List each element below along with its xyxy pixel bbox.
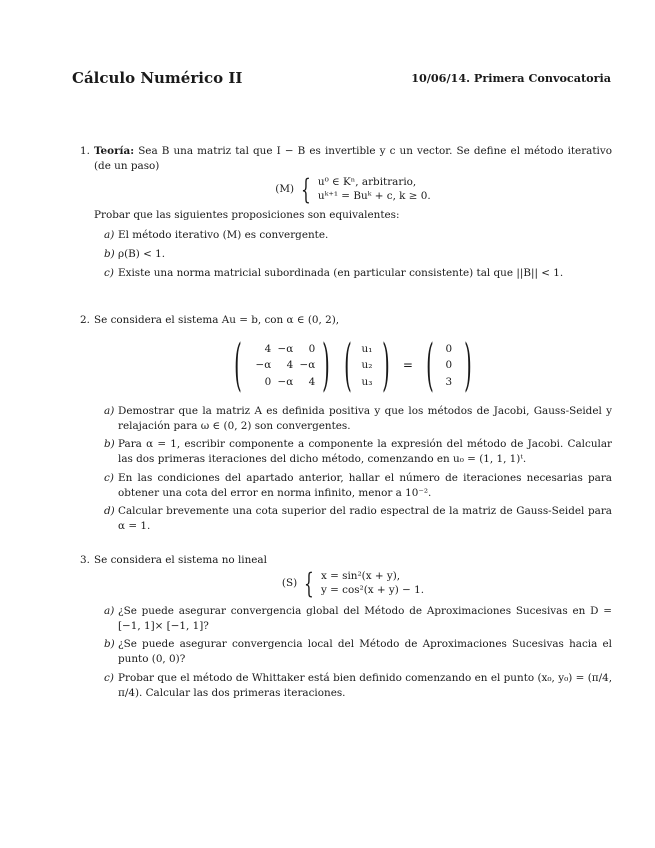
intro-text: Se considera el sistema no lineal bbox=[94, 554, 267, 566]
left-brace: { bbox=[304, 566, 314, 600]
matrix-cell: 4 bbox=[308, 376, 316, 389]
problem-3 bbox=[80, 553, 612, 704]
left-brace: { bbox=[301, 172, 311, 206]
list-item: c) Existe una norma matricial subordinada (en particular consistente) tal que ||B|| < 1. bbox=[104, 266, 564, 279]
right-paren: ) bbox=[382, 332, 390, 398]
items-list bbox=[104, 604, 612, 701]
matrix-cell: 0 bbox=[264, 376, 272, 389]
system-line-2: y = cos²(x + y) − 1. bbox=[320, 583, 425, 596]
iterative-system bbox=[94, 172, 612, 206]
matrix-cell: 0 bbox=[308, 342, 316, 355]
vector-cell: 0 bbox=[445, 359, 453, 372]
problem-1 bbox=[80, 144, 612, 285]
list-item: b) Para α = 1, escribir componente a componente la expresión del método de Jacobi. Calcular las dos primeras iteraciones del dicho método, comenzando en u₀ = (1, 1, 1)ᵗ. bbox=[104, 438, 612, 466]
matrix-A bbox=[249, 342, 315, 390]
matrix-cell: −α bbox=[277, 342, 294, 355]
system-name: (S) bbox=[281, 577, 298, 590]
list-item: c) Probar que el método de Whittaker está bien definido comenzando en el punto (x₀, y₀) = (π/4, π/4). Calcular las dos primeras iteraciones. bbox=[104, 671, 612, 699]
list-item: b) ¿Se puede asegurar convergencia local del Método de Aproximaciones Sucesivas hacia el punto (0, 0)? bbox=[104, 638, 612, 666]
right-paren: ) bbox=[322, 332, 331, 398]
problem-2 bbox=[80, 313, 612, 538]
vector-cell: u₂ bbox=[361, 359, 373, 372]
right-paren: ) bbox=[463, 332, 472, 398]
prove-statement: Probar que las siguientes proposiciones son equivalentes: bbox=[94, 208, 400, 221]
list-item: d) Calcular brevemente una cota superior del radio espectral de la matriz de Gauss-Seidel para α = 1. bbox=[104, 505, 612, 533]
nonlinear-system bbox=[94, 566, 612, 600]
items-list bbox=[104, 404, 612, 534]
list-item: a) Demostrar que la matriz A es definida positiva y que los métodos de Jacobi, Gauss-Seidel y relajación para ω ∈ (0, 2) son convergentes. bbox=[104, 404, 612, 432]
vector-cell: u₃ bbox=[361, 376, 373, 389]
vector-u bbox=[359, 342, 375, 390]
items-list bbox=[104, 228, 612, 280]
vector-cell: u₁ bbox=[361, 342, 373, 355]
problem-number: 3. bbox=[80, 554, 90, 566]
list-item: a) El método iterativo (M) es convergente. bbox=[104, 229, 329, 242]
theory-label: Teoría: bbox=[94, 145, 135, 157]
problem-number: 2. bbox=[80, 314, 90, 326]
matrix-cell: 4 bbox=[286, 359, 294, 372]
system-line-2: uᵏ⁺¹ = Buᵏ + c, k ≥ 0. bbox=[317, 189, 431, 202]
vector-cell: 0 bbox=[445, 342, 453, 355]
intro-text: Se considera el sistema Au = b, con α ∈ (0, 2), bbox=[94, 314, 340, 326]
left-paren: ( bbox=[425, 332, 434, 398]
matrix-cell: −α bbox=[255, 359, 272, 372]
intro-text: Sea B una matriz tal que I − B es invertible y c un vector. Se define el método iterativo (de un paso) bbox=[94, 145, 612, 172]
left-paren: ( bbox=[344, 332, 352, 398]
vector-cell: 3 bbox=[445, 376, 453, 389]
exam-title: Cálculo Numérico II bbox=[72, 69, 243, 87]
exam-date-session: 10/06/14. Primera Convocatoria bbox=[411, 71, 611, 85]
problem-number: 1. bbox=[80, 145, 90, 157]
equals-sign: = bbox=[402, 358, 413, 373]
left-paren: ( bbox=[234, 332, 243, 398]
system-name: (M) bbox=[275, 183, 295, 196]
matrix-cell: 4 bbox=[264, 342, 272, 355]
system-line-1: x = sin²(x + y), bbox=[320, 570, 401, 583]
matrix-cell: −α bbox=[277, 376, 294, 389]
system-line-1: u⁰ ∈ Kⁿ, arbitrario, bbox=[317, 176, 417, 189]
list-item: c) En las condiciones del apartado anterior, hallar el número de iteraciones necesarias para obtener una cota del error en norma infinito, menor a 10⁻². bbox=[104, 471, 612, 499]
list-item: a) ¿Se puede asegurar convergencia global del Método de Aproximaciones Sucesivas en D = [−1, 1]× [−1, 1]? bbox=[104, 604, 612, 632]
list-item: b) ρ(B) < 1. bbox=[104, 248, 166, 261]
matrix-cell: −α bbox=[299, 359, 316, 372]
problem-intro bbox=[94, 144, 612, 174]
vector-b bbox=[441, 342, 457, 390]
linear-system-matrix bbox=[94, 332, 612, 398]
